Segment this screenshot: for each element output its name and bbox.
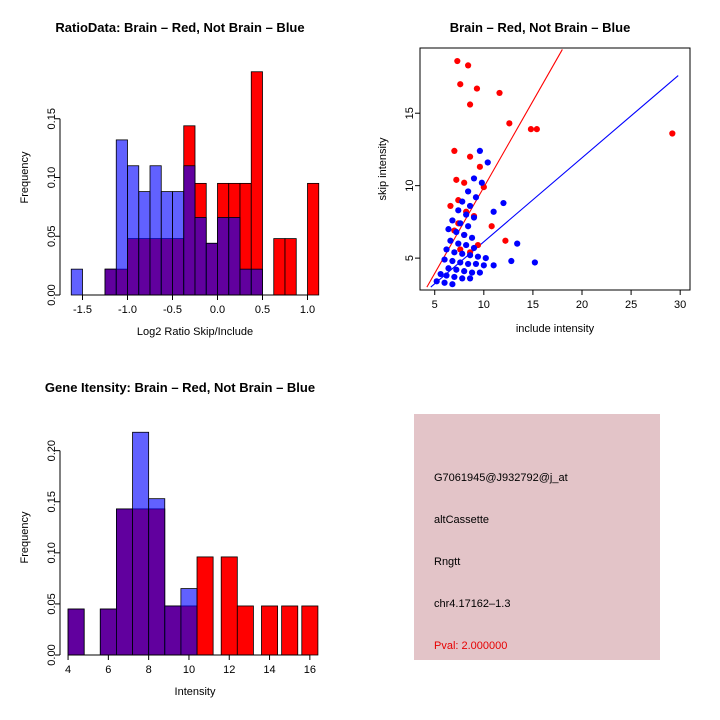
- svg-text:6: 6: [105, 664, 112, 676]
- panel-intensity-title: Gene Itensity: Brain – Red, Not Brain – Blue: [44, 380, 316, 395]
- svg-text:10: 10: [403, 179, 416, 192]
- panel-intensity-histogram: [0, 360, 360, 720]
- svg-text:0.10: 0.10: [45, 166, 58, 189]
- svg-text:0.00: 0.00: [45, 284, 58, 306]
- scatter-svg: [360, 0, 720, 360]
- info-line-probe: G7061945@J932792@j_at: [434, 472, 568, 484]
- svg-text:0.05: 0.05: [45, 225, 58, 247]
- svg-text:0.05: 0.05: [45, 593, 58, 615]
- panel-ratio-histogram: [0, 0, 360, 360]
- svg-text:25: 25: [624, 299, 638, 311]
- svg-text:5: 5: [431, 299, 438, 311]
- svg-text:Intensity: Intensity: [174, 686, 216, 698]
- panel-ratio-title: RatioData: Brain – Red, Not Brain – Blue: [55, 20, 305, 35]
- svg-text:1.0: 1.0: [299, 304, 316, 316]
- ratio-histogram-svg: [0, 0, 360, 360]
- svg-text:0.5: 0.5: [254, 304, 271, 316]
- svg-text:include intensity: include intensity: [515, 323, 595, 335]
- svg-text:Log2 Ratio Skip/Include: Log2 Ratio Skip/Include: [136, 326, 254, 338]
- info-line-event-type: altCassette: [434, 514, 490, 526]
- svg-text:0.15: 0.15: [45, 108, 58, 130]
- svg-text:-1.5: -1.5: [73, 304, 92, 316]
- svg-text:0.10: 0.10: [45, 542, 58, 564]
- svg-text:0.0: 0.0: [209, 304, 226, 316]
- panel-scatter: [360, 0, 720, 360]
- panel-scatter-title: Brain – Red, Not Brain – Blue: [449, 20, 631, 35]
- svg-text:Frequency: Frequency: [19, 151, 31, 204]
- info-line-pval: Pval: 2.000000: [434, 640, 508, 652]
- svg-text:30: 30: [674, 299, 687, 311]
- svg-text:0.00: 0.00: [45, 644, 58, 666]
- svg-text:12: 12: [223, 664, 236, 676]
- info-line-locus: chr4.17162–1.3: [434, 598, 511, 610]
- svg-text:15: 15: [403, 107, 416, 120]
- svg-text:-0.5: -0.5: [163, 304, 182, 316]
- svg-text:8: 8: [145, 664, 152, 676]
- svg-text:Frequency: Frequency: [19, 511, 31, 564]
- info-line-gene: Rngtt: [434, 556, 461, 568]
- svg-text:15: 15: [526, 299, 540, 311]
- svg-text:10: 10: [182, 664, 196, 676]
- svg-text:0.20: 0.20: [45, 439, 58, 462]
- svg-text:skip intensity: skip intensity: [377, 137, 389, 201]
- svg-text:20: 20: [575, 299, 589, 311]
- svg-text:-1.0: -1.0: [118, 304, 137, 316]
- svg-text:16: 16: [303, 664, 316, 676]
- info-box: [414, 414, 660, 660]
- intensity-histogram-svg: [0, 360, 360, 720]
- svg-text:5: 5: [403, 255, 416, 262]
- svg-text:0.15: 0.15: [45, 491, 58, 513]
- svg-text:14: 14: [263, 664, 276, 676]
- svg-text:4: 4: [64, 664, 72, 676]
- svg-text:10: 10: [477, 299, 490, 311]
